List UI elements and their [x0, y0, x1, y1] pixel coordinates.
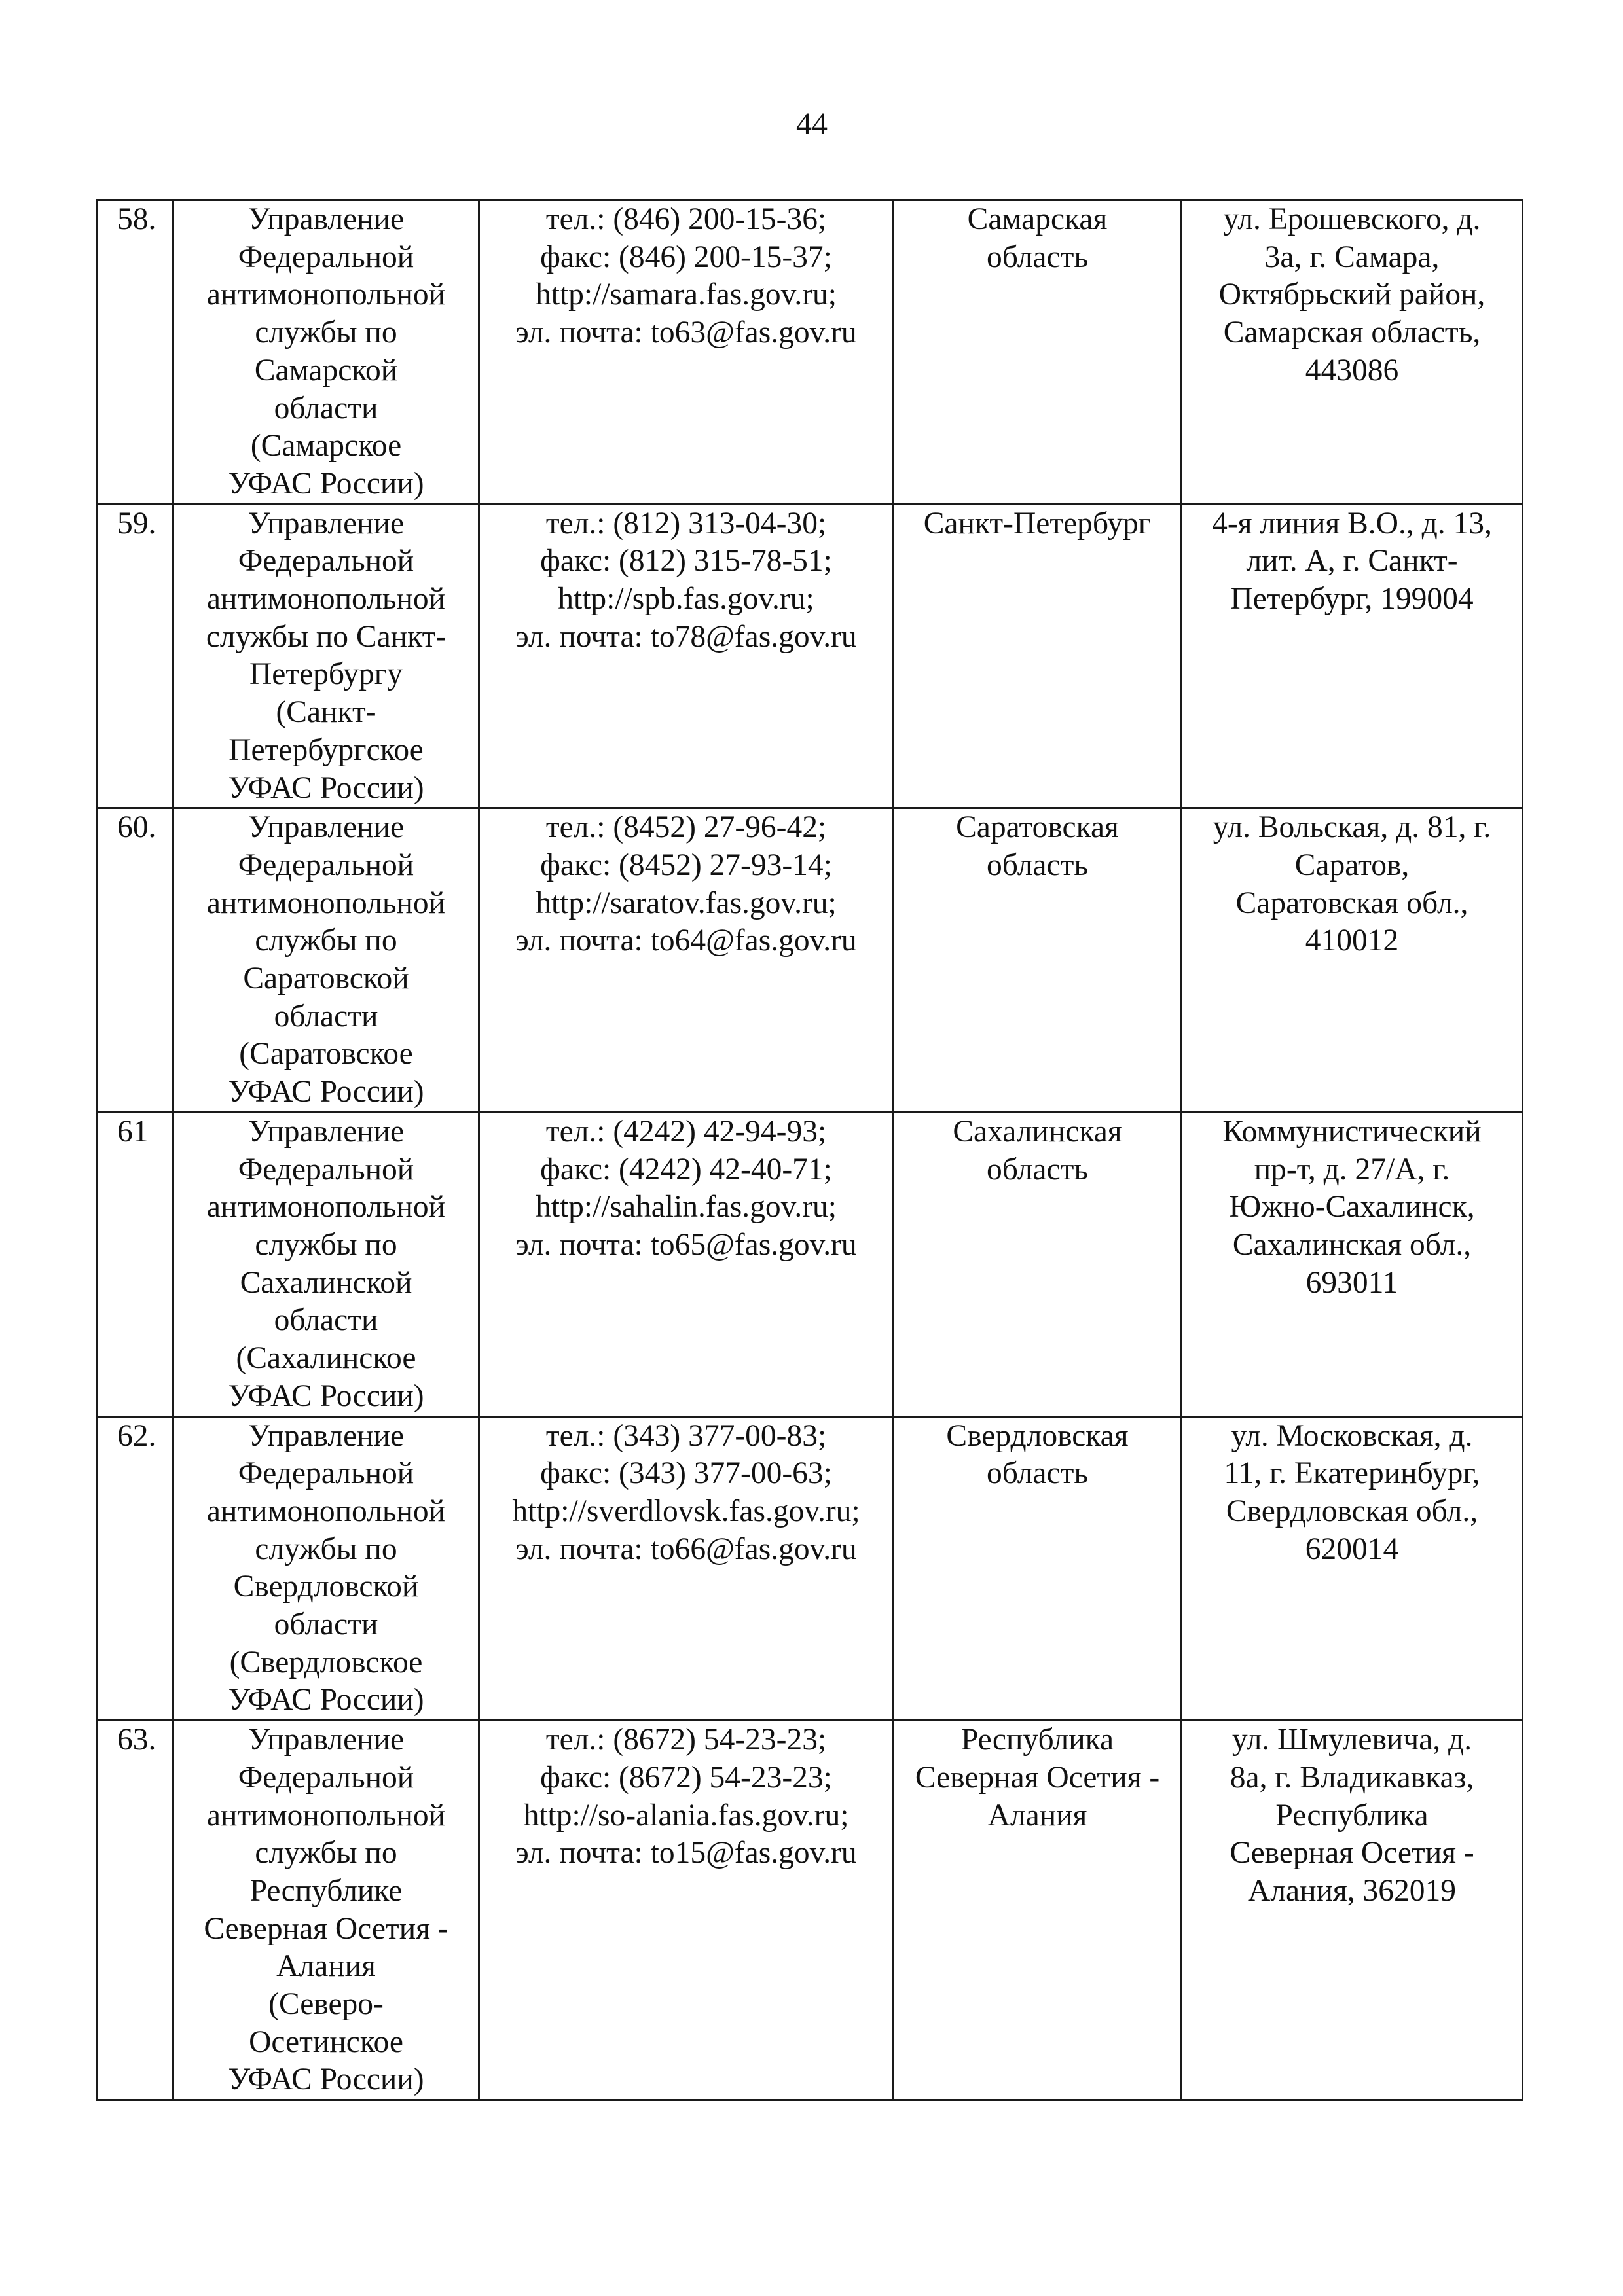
- address-line: Петербург, 199004: [1230, 582, 1474, 617]
- row-number-cell: 63.: [97, 1721, 173, 2100]
- office-name-line: УФАС России): [228, 2062, 424, 2097]
- address-line: Алания, 362019: [1247, 1873, 1457, 1908]
- office-name-cell: [173, 200, 479, 505]
- address-cell: [1182, 1721, 1523, 2100]
- contacts-line: факс: (846) 200-15-37;: [540, 240, 832, 274]
- contacts-cell: [479, 1721, 894, 2100]
- address-cell: [1182, 808, 1523, 1113]
- office-name-cell: [173, 1416, 479, 1721]
- office-name-line: УФАС России): [228, 1378, 424, 1413]
- office-name-line: (Саратовское: [239, 1037, 413, 1071]
- contacts-line: эл. почта: to63@fas.gov.ru: [515, 315, 857, 350]
- region-line: Алания: [987, 1798, 1087, 1833]
- address-line: Самарская область,: [1223, 315, 1481, 350]
- region-line: область: [986, 1456, 1089, 1491]
- office-name-line: службы по: [255, 1532, 397, 1566]
- office-name-line: (Северо-: [268, 1987, 384, 2022]
- table-row: [97, 808, 1523, 1113]
- office-name-line: УФАС России): [228, 466, 424, 501]
- office-name-line: Алания: [276, 1949, 376, 1984]
- address-cell: [1182, 200, 1523, 505]
- contacts-line: тел.: (8672) 54-23-23;: [545, 1723, 827, 1757]
- office-name-line: Управление: [247, 202, 405, 236]
- office-name-line: Самарской: [254, 353, 398, 387]
- region-line: Северная Осетия -: [915, 1760, 1160, 1795]
- address-line: Октябрьский район,: [1218, 278, 1486, 312]
- office-name-line: антимонопольной: [206, 1190, 446, 1225]
- region-line: область: [986, 240, 1089, 274]
- address-line: Южно-Сахалинск,: [1229, 1190, 1475, 1225]
- office-name-line: Управление: [247, 1114, 405, 1149]
- row-number-cell: 61: [97, 1112, 173, 1416]
- contacts-line: факс: (812) 315-78-51;: [540, 544, 832, 579]
- region-cell: [894, 1112, 1182, 1416]
- office-name-cell: [173, 1112, 479, 1416]
- contacts-line: факс: (4242) 42-40-71;: [540, 1152, 832, 1187]
- address-line: Свердловская обл.,: [1226, 1494, 1478, 1528]
- office-name-line: Петербургу: [249, 657, 403, 692]
- address-line: 3а, г. Самара,: [1264, 240, 1440, 274]
- office-name-cell: [173, 1721, 479, 2100]
- contacts-cell: [479, 1112, 894, 1416]
- region-cell: [894, 1721, 1182, 2100]
- region-line: область: [986, 1152, 1089, 1187]
- contacts-line: факс: (8452) 27-93-14;: [540, 848, 832, 882]
- office-name-line: Саратовской: [243, 961, 409, 996]
- contacts-line: эл. почта: to78@fas.gov.ru: [515, 619, 857, 654]
- office-name-line: Северная Осетия -: [204, 1911, 448, 1946]
- region-line: Санкт-Петербург: [923, 506, 1152, 541]
- office-name-line: антимонопольной: [206, 278, 446, 312]
- contacts-line: эл. почта: to64@fas.gov.ru: [515, 924, 857, 958]
- address-line: Северная Осетия -: [1230, 1836, 1474, 1871]
- office-name-line: антимонопольной: [206, 886, 446, 920]
- address-line: Республика: [1275, 1798, 1429, 1833]
- address-line: ул. Московская, д.: [1231, 1418, 1473, 1453]
- table-row: [97, 504, 1523, 808]
- address-line: 693011: [1305, 1265, 1398, 1300]
- row-number-cell: 58.: [97, 200, 173, 505]
- office-name-line: Федеральной: [238, 1152, 414, 1187]
- office-name-line: службы по Санкт-: [206, 619, 447, 654]
- address-line: Саратовская обл.,: [1235, 886, 1468, 920]
- office-name-line: Управление: [247, 1723, 405, 1757]
- address-line: 8а, г. Владикавказ,: [1230, 1760, 1474, 1795]
- office-name-line: области: [274, 391, 378, 425]
- office-name-line: УФАС России): [228, 1075, 424, 1109]
- office-name-line: службы по: [255, 924, 397, 958]
- office-name-line: Управление: [247, 810, 405, 845]
- office-name-line: Сахалинской: [240, 1265, 412, 1300]
- contacts-line: тел.: (8452) 27-96-42;: [545, 810, 827, 845]
- office-name-line: Управление: [247, 506, 405, 541]
- row-number-cell: 60.: [97, 808, 173, 1113]
- office-name-line: службы по: [255, 1836, 397, 1871]
- table-body: [97, 200, 1523, 2100]
- office-name-line: антимонопольной: [206, 582, 446, 617]
- contacts-line: http://spb.fas.gov.ru;: [558, 582, 814, 617]
- office-name-line: Федеральной: [238, 1760, 414, 1795]
- contacts-cell: [479, 200, 894, 505]
- office-name-line: (Свердловское: [229, 1645, 423, 1679]
- office-name-line: Федеральной: [238, 544, 414, 579]
- row-number-cell: 62.: [97, 1416, 173, 1721]
- row-number-cell: 59.: [97, 504, 173, 808]
- address-line: 4-я линия В.О., д. 13,: [1212, 506, 1492, 541]
- contacts-line: тел.: (343) 377-00-83;: [545, 1418, 827, 1453]
- region-cell: [894, 808, 1182, 1113]
- office-name-cell: [173, 504, 479, 808]
- contacts-line: http://samara.fas.gov.ru;: [536, 278, 837, 312]
- contacts-line: эл. почта: to65@fas.gov.ru: [515, 1227, 857, 1262]
- office-name-line: антимонопольной: [206, 1798, 446, 1833]
- contacts-cell: [479, 808, 894, 1113]
- contacts-line: http://saratov.fas.gov.ru;: [536, 886, 837, 920]
- address-cell: [1182, 1416, 1523, 1721]
- contacts-line: эл. почта: to66@fas.gov.ru: [515, 1532, 857, 1566]
- office-name-line: области: [274, 1303, 378, 1338]
- contacts-cell: [479, 1416, 894, 1721]
- contacts-line: эл. почта: to15@fas.gov.ru: [515, 1836, 857, 1871]
- contacts-line: факс: (343) 377-00-63;: [540, 1456, 832, 1491]
- region-cell: [894, 1416, 1182, 1721]
- address-line: ул. Вольская, д. 81, г.: [1213, 810, 1491, 845]
- table-row: [97, 1721, 1523, 2100]
- office-name-line: Федеральной: [238, 1456, 414, 1491]
- address-line: Сахалинская обл.,: [1232, 1227, 1472, 1262]
- office-name-line: области: [274, 999, 378, 1033]
- address-line: ул. Шмулевича, д.: [1231, 1723, 1472, 1757]
- address-line: лит. А, г. Санкт-: [1246, 544, 1458, 579]
- office-name-line: службы по: [255, 315, 397, 350]
- office-name-line: области: [274, 1607, 378, 1642]
- office-name-cell: [173, 808, 479, 1113]
- office-name-line: Осетинское: [249, 2024, 403, 2059]
- office-name-line: УФАС России): [228, 1683, 424, 1717]
- office-name-line: (Сахалинское: [236, 1341, 416, 1376]
- region-line: Саратовская: [956, 810, 1119, 845]
- contacts-line: http://sverdlovsk.fas.gov.ru;: [512, 1494, 860, 1528]
- office-name-line: Петербургское: [228, 732, 424, 767]
- contacts-line: тел.: (812) 313-04-30;: [545, 506, 827, 541]
- office-name-line: (Санкт-: [276, 695, 376, 730]
- address-cell: [1182, 1112, 1523, 1416]
- region-line: Самарская: [967, 202, 1108, 236]
- contacts-line: тел.: (846) 200-15-36;: [545, 202, 827, 236]
- address-line: Коммунистический: [1222, 1114, 1482, 1149]
- region-line: Сахалинская: [953, 1114, 1122, 1149]
- region-cell: [894, 504, 1182, 808]
- address-line: 11, г. Екатеринбург,: [1224, 1456, 1480, 1491]
- office-name-line: Федеральной: [238, 240, 414, 274]
- office-name-line: Федеральной: [238, 848, 414, 882]
- fas-offices-table: [96, 199, 1523, 2101]
- address-line: 410012: [1305, 924, 1399, 958]
- office-name-line: (Самарское: [250, 429, 402, 463]
- office-name-line: Свердловской: [233, 1570, 419, 1604]
- address-line: пр-т, д. 27/А, г.: [1254, 1152, 1450, 1187]
- office-name-line: антимонопольной: [206, 1494, 446, 1528]
- office-name-line: Республике: [249, 1873, 403, 1908]
- address-line: 620014: [1305, 1532, 1399, 1566]
- table-row: [97, 1112, 1523, 1416]
- office-name-line: службы по: [255, 1227, 397, 1262]
- address-line: 443086: [1305, 353, 1399, 387]
- contacts-line: тел.: (4242) 42-94-93;: [545, 1114, 827, 1149]
- region-line: Республика: [960, 1723, 1114, 1757]
- address-cell: [1182, 504, 1523, 808]
- office-name-line: Управление: [247, 1418, 405, 1453]
- contacts-line: http://so-alania.fas.gov.ru;: [523, 1798, 849, 1833]
- table-row: [97, 200, 1523, 505]
- region-line: Свердловская: [946, 1418, 1129, 1453]
- address-line: ул. Ерошевского, д.: [1223, 202, 1481, 236]
- contacts-line: http://sahalin.fas.gov.ru;: [536, 1190, 837, 1225]
- region-cell: [894, 200, 1182, 505]
- region-line: область: [986, 848, 1089, 882]
- office-name-line: УФАС России): [228, 770, 424, 805]
- contacts-cell: [479, 504, 894, 808]
- contacts-line: факс: (8672) 54-23-23;: [540, 1760, 832, 1795]
- address-line: Саратов,: [1294, 848, 1410, 882]
- page-number: 44: [796, 107, 828, 141]
- table-row: [97, 1416, 1523, 1721]
